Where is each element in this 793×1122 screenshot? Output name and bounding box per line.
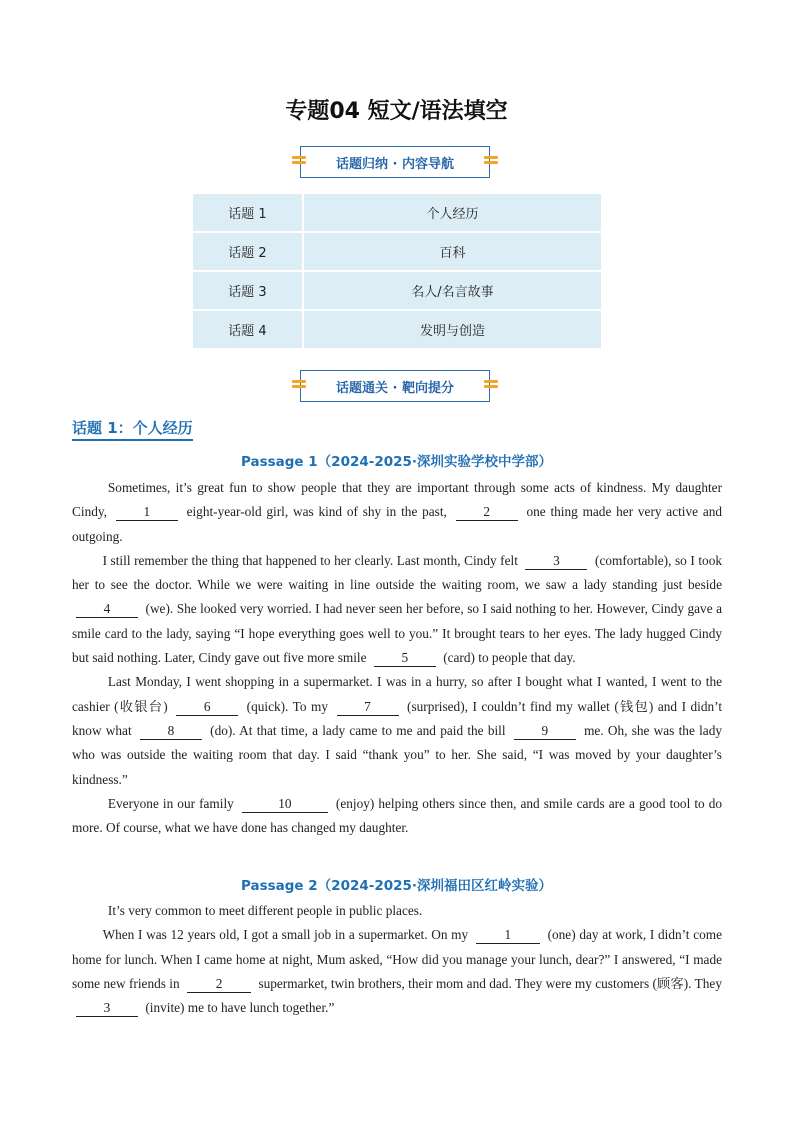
paragraph-text: (card) to people that day. <box>443 650 576 666</box>
answer-blank[interactable]: 2 <box>187 976 251 993</box>
paragraph-text: (quick). To my <box>246 698 328 714</box>
answer-blank[interactable]: 4 <box>76 601 138 618</box>
page-title: 专题04 短文/语法填空 <box>285 99 508 124</box>
topic-heading: 话题 1：个人经历 <box>72 417 193 441</box>
paragraph-text: Last Monday, I went shopping in a supermarket. I was in a hurry, so after I bought what I wanted, I went to the cashier (收银台) <box>72 674 722 714</box>
section-banner-practice <box>300 370 490 402</box>
paragraph-text: (enjoy) helping others since then, and smile cards are a good tool to do more. Of course, what we have done has changed my daughter. <box>72 795 723 836</box>
paragraph-text: one thing made her very active and outgoing. <box>72 504 723 544</box>
banner-label: 话题归纳 · 内容导航 <box>336 156 454 172</box>
answer-blank[interactable]: 6 <box>176 699 238 716</box>
paragraph-text: (surprised), I couldn’t find my wallet (钱包) and I didn’t know what <box>72 698 723 738</box>
paragraph-text: eight-year-old girl, was kind of shy in the past, <box>186 504 447 520</box>
paragraph-text: I still remember the thing that happened to her clearly. Last month, Cindy felt <box>102 552 518 568</box>
paragraph-text: (invite) me to have lunch together.” <box>145 1000 335 1016</box>
passage-title: Passage 1（2024-2025·深圳实验学校中学部） <box>240 454 553 470</box>
paragraph-text: supermarket, twin brothers, their mom and dad. They were my customers (顾客). They <box>258 975 722 991</box>
answer-blank[interactable]: 8 <box>140 723 202 740</box>
paragraph-text: Sometimes, it’s great fun to show people that they are important through some acts of kindness. My daughter Cindy, <box>72 480 722 520</box>
answer-blank[interactable]: 3 <box>76 1000 138 1017</box>
paragraph <box>72 549 722 670</box>
answer-blank[interactable]: 7 <box>337 699 399 716</box>
answer-blank[interactable]: 5 <box>374 650 436 667</box>
section-banner-navigation <box>300 146 490 178</box>
decoration-icon <box>292 378 306 392</box>
table-row <box>193 310 601 349</box>
passage-body <box>72 899 722 1020</box>
passage-title: Passage 2（2024-2025·深圳福田区红岭实验） <box>240 878 553 894</box>
answer-blank[interactable]: 2 <box>456 504 518 521</box>
answer-blank[interactable]: 1 <box>116 504 178 521</box>
decoration-icon <box>484 378 498 392</box>
topic-navigation-table <box>193 194 601 350</box>
paragraph <box>72 670 722 791</box>
table-row <box>193 271 601 310</box>
paragraph-text: (comfortable), so I took her to see the doctor. While we were waiting in line outside the waiting room, we saw a lady standing just beside <box>72 552 722 593</box>
topic-number: 话题 3 <box>193 271 303 310</box>
topic-name: 发明与创造 <box>303 310 601 349</box>
topic-number: 话题 1 <box>193 194 303 232</box>
answer-blank[interactable]: 10 <box>242 796 328 813</box>
decoration-icon <box>292 154 306 168</box>
answer-blank[interactable]: 9 <box>514 723 576 740</box>
paragraph-text: (one) day at work, I didn’t come home for lunch. When I came home at night, Mum asked, “How did you manage your lunch, dear?” I answered, “I made some new friends in <box>72 927 722 991</box>
paragraph-text: (we). She looked very worried. I had never seen her before, so I said nothing to her. However, Cindy gave a smile card to the lady, saying “I hope everything goes well to you.” It brought tears to her eyes. The lady hugged Cindy but said nothing. Later, Cindy gave out five more smile <box>72 601 722 666</box>
topic-name: 名人/名言故事 <box>303 271 601 310</box>
table-row <box>193 232 601 271</box>
topic-number: 话题 4 <box>193 310 303 349</box>
paragraph <box>72 792 722 841</box>
paragraph-text: (do). At that time, a lady came to me and paid the bill <box>210 722 506 738</box>
paragraph <box>72 476 722 549</box>
passage-body <box>72 476 722 840</box>
paragraph-text: When I was 12 years old, I got a small job in a supermarket. On my <box>102 927 469 943</box>
topic-name: 个人经历 <box>303 194 601 232</box>
answer-blank[interactable]: 1 <box>476 927 540 944</box>
topic-number: 话题 2 <box>193 232 303 271</box>
paragraph <box>72 923 722 1020</box>
paragraph: It’s very common to meet different people in public places. <box>107 903 423 918</box>
topic-name: 百科 <box>303 232 601 271</box>
banner-label: 话题通关 · 靶向提分 <box>336 380 454 396</box>
table-row <box>193 194 601 232</box>
paragraph-text: Everyone in our family <box>107 795 234 811</box>
answer-blank[interactable]: 3 <box>525 553 587 570</box>
decoration-icon <box>484 154 498 168</box>
paragraph-text: me. Oh, she was the lady who was outside the waiting room that day. I said “thank you” to her. She said, “I was moved by your daughter’s kindness.” <box>72 722 722 787</box>
